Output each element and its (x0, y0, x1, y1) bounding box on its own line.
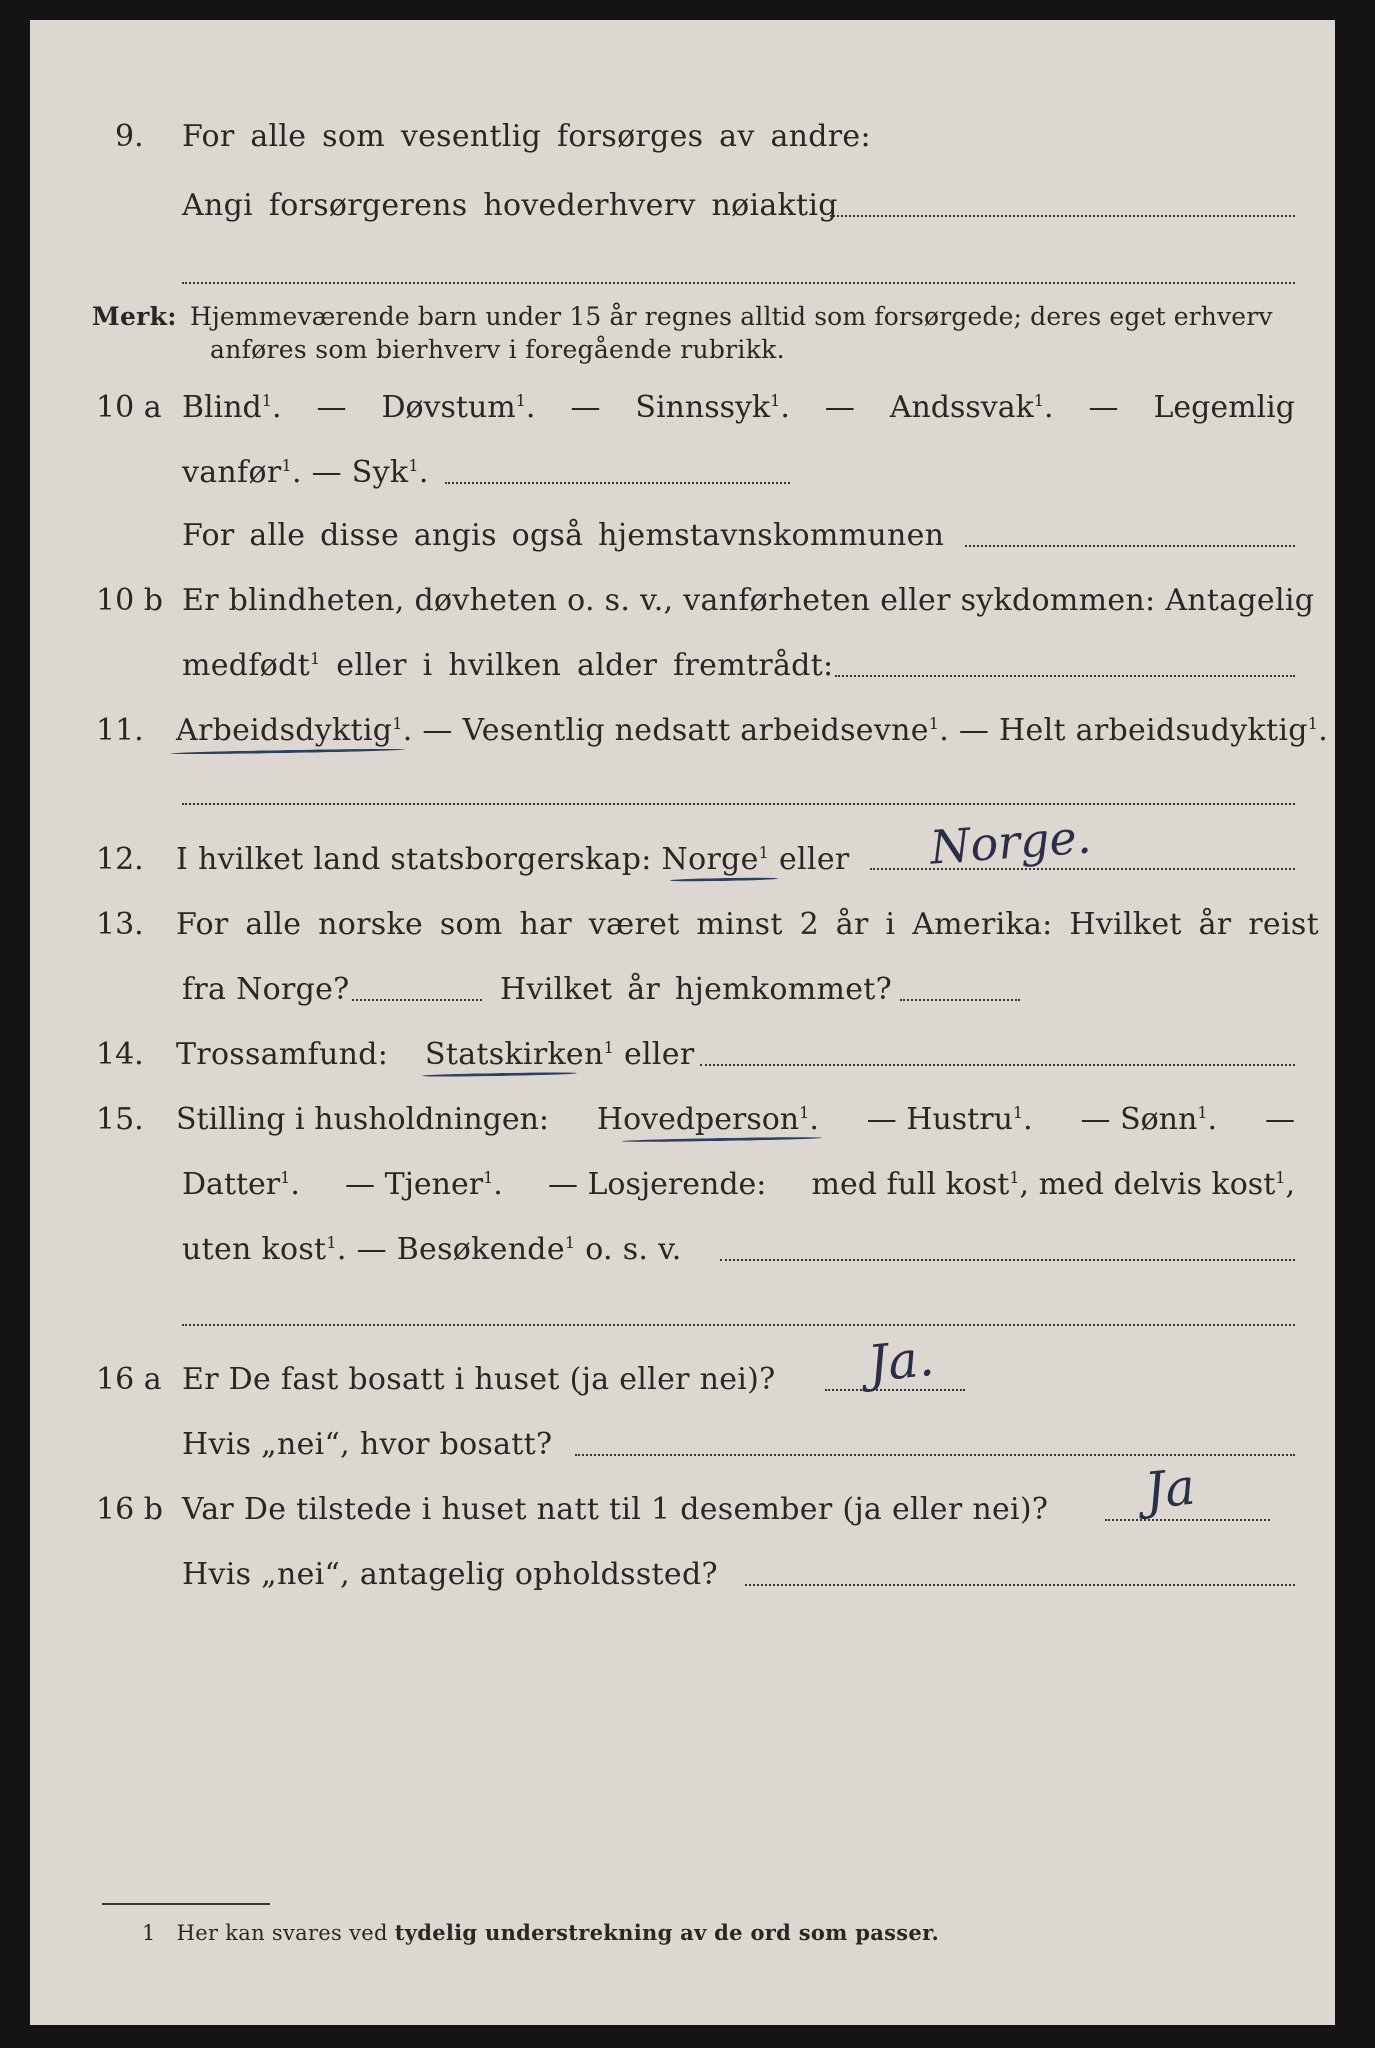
q15-line1: Stilling i husholdningen: Hovedperson$^1$. — Hustru$^1$. — Sønn$^1$. — (176, 1102, 1295, 1137)
q16a-line2: Hvis „nei“, hvor bosatt? (182, 1427, 553, 1462)
q14-number: 14. (96, 1037, 144, 1072)
q9-answer-line[interactable] (830, 215, 1295, 217)
q10a-line3: For alle disse angis også hjemstavnskommunen (182, 518, 945, 553)
q12-line: I hvilket land statsborgerskap: Norge$^1$ eller (176, 842, 850, 877)
q13-number: 13. (96, 907, 144, 942)
q10a-dovstum: Døvstum$^1$. (381, 390, 536, 425)
q16b-answer-line[interactable] (1105, 1519, 1270, 1521)
q10a-line1: Blind$^1$. — Døvstum$^1$. — Sinnssyk$^1$. — Andssvak$^1$. — Legemlig (182, 390, 1295, 425)
q11-handwritten-underline (170, 748, 405, 755)
q14-label: Trossamfund: (176, 1037, 389, 1072)
q16b-number: 16 b (96, 1492, 163, 1527)
q13-line2b: Hvilket år hjemkommet? (500, 972, 893, 1007)
q16b-line1: Var De tilstede i huset natt til 1 desember (ja eller nei)? (182, 1492, 1049, 1527)
q10b-line2: medfødt$^1$ eller i hvilken alder fremtrådt: (182, 648, 834, 683)
footnote: 1 Her kan svares ved tydelig understrekning av de ord som passer. (142, 1920, 940, 1945)
q12-handwritten-answer: Norge. (928, 809, 1093, 875)
q9-line2: Angi forsørgerens hovederhverv nøiaktig (182, 188, 838, 223)
q11-arbeidsdyktig: Arbeidsdyktig (176, 713, 393, 748)
q15-number: 15. (96, 1102, 144, 1137)
q14-answer-line[interactable] (700, 1064, 1295, 1066)
q13-hjemkommet-line[interactable] (900, 999, 1020, 1001)
q9-line1: For alle som vesentlig forsørges av andre: (182, 119, 871, 154)
q10a-andssvak: Andssvak$^1$. (889, 390, 1054, 425)
q10a-blind: Blind$^1$. (182, 390, 282, 425)
q9-number: 9. (115, 119, 144, 154)
q10a-sinnssyk: Sinnssyk$^1$. (635, 390, 790, 425)
q11-rule (182, 803, 1295, 805)
q12-handwritten-underline (670, 877, 778, 882)
q12-number: 12. (96, 842, 144, 877)
q16a-line1: Er De fast bosatt i huset (ja eller nei)? (182, 1362, 776, 1397)
q15-hovedperson: Hovedperson$^1$. (596, 1102, 819, 1137)
q15-rule (182, 1324, 1295, 1326)
q16b-line2: Hvis „nei“, antagelig opholdssted? (182, 1557, 718, 1592)
q10a-hjemstavn-line[interactable] (965, 545, 1295, 547)
q15-line3: uten kost$^1$. — Besøkende$^1$ o. s. v. (182, 1232, 682, 1267)
q10a-number: 10 a (96, 390, 162, 425)
q16b-handwritten-answer: Ja (1142, 1457, 1198, 1521)
census-form-page (30, 20, 1335, 2025)
footnote-rule (102, 1903, 270, 1905)
q10b-line1: Er blindheten, døvheten o. s. v., vanførheten eller sykdommen: Antagelig (182, 583, 1315, 618)
q13-reist-line[interactable] (352, 999, 482, 1001)
q10a-legemlig: Legemlig (1153, 390, 1295, 425)
merk-line1: Hjemmeværende barn under 15 år regnes alltid som forsørgede; deres eget erhverv (190, 302, 1273, 331)
q15-line2: Datter$^1$. — Tjener$^1$. — Losjerende: med full kost$^1$, med delvis kost$^1$, (182, 1167, 1295, 1202)
q9-answer-line-2[interactable] (182, 282, 1295, 284)
q11-line: Arbeidsdyktig$^1$. — Vesentlig nedsatt arbeidsevne$^1$. — Helt arbeidsudyktig$^1$. (176, 713, 1329, 748)
merk-label: Merk: (92, 302, 177, 331)
q14-statskirken: Statskirken$^1$ eller (425, 1037, 695, 1072)
q13-line1: For alle norske som har været minst 2 år i Amerika: Hvilket år reist (176, 907, 1319, 942)
merk-line2: anføres som bierhverv i foregående rubrikk. (210, 335, 785, 364)
q16a-number: 16 a (96, 1362, 162, 1397)
q13-line2a: fra Norge? (182, 972, 350, 1007)
q16a-handwritten-answer: Ja. (865, 1328, 937, 1394)
q10b-answer-line[interactable] (835, 675, 1295, 677)
q11-number: 11. (96, 713, 144, 748)
q16a-bosatt-line[interactable] (575, 1454, 1295, 1456)
q10b-number: 10 b (96, 583, 163, 618)
q10a-line2: vanfør$^1$. — Syk$^1$. (182, 455, 429, 490)
q15-answer-line[interactable] (720, 1259, 1295, 1261)
q15-handwritten-underline (622, 1136, 822, 1142)
q12-norge: Norge (661, 842, 759, 877)
q10a-syk-line[interactable] (445, 482, 790, 484)
q16b-opholdssted-line[interactable] (745, 1584, 1295, 1586)
q14-handwritten-underline (422, 1072, 577, 1078)
